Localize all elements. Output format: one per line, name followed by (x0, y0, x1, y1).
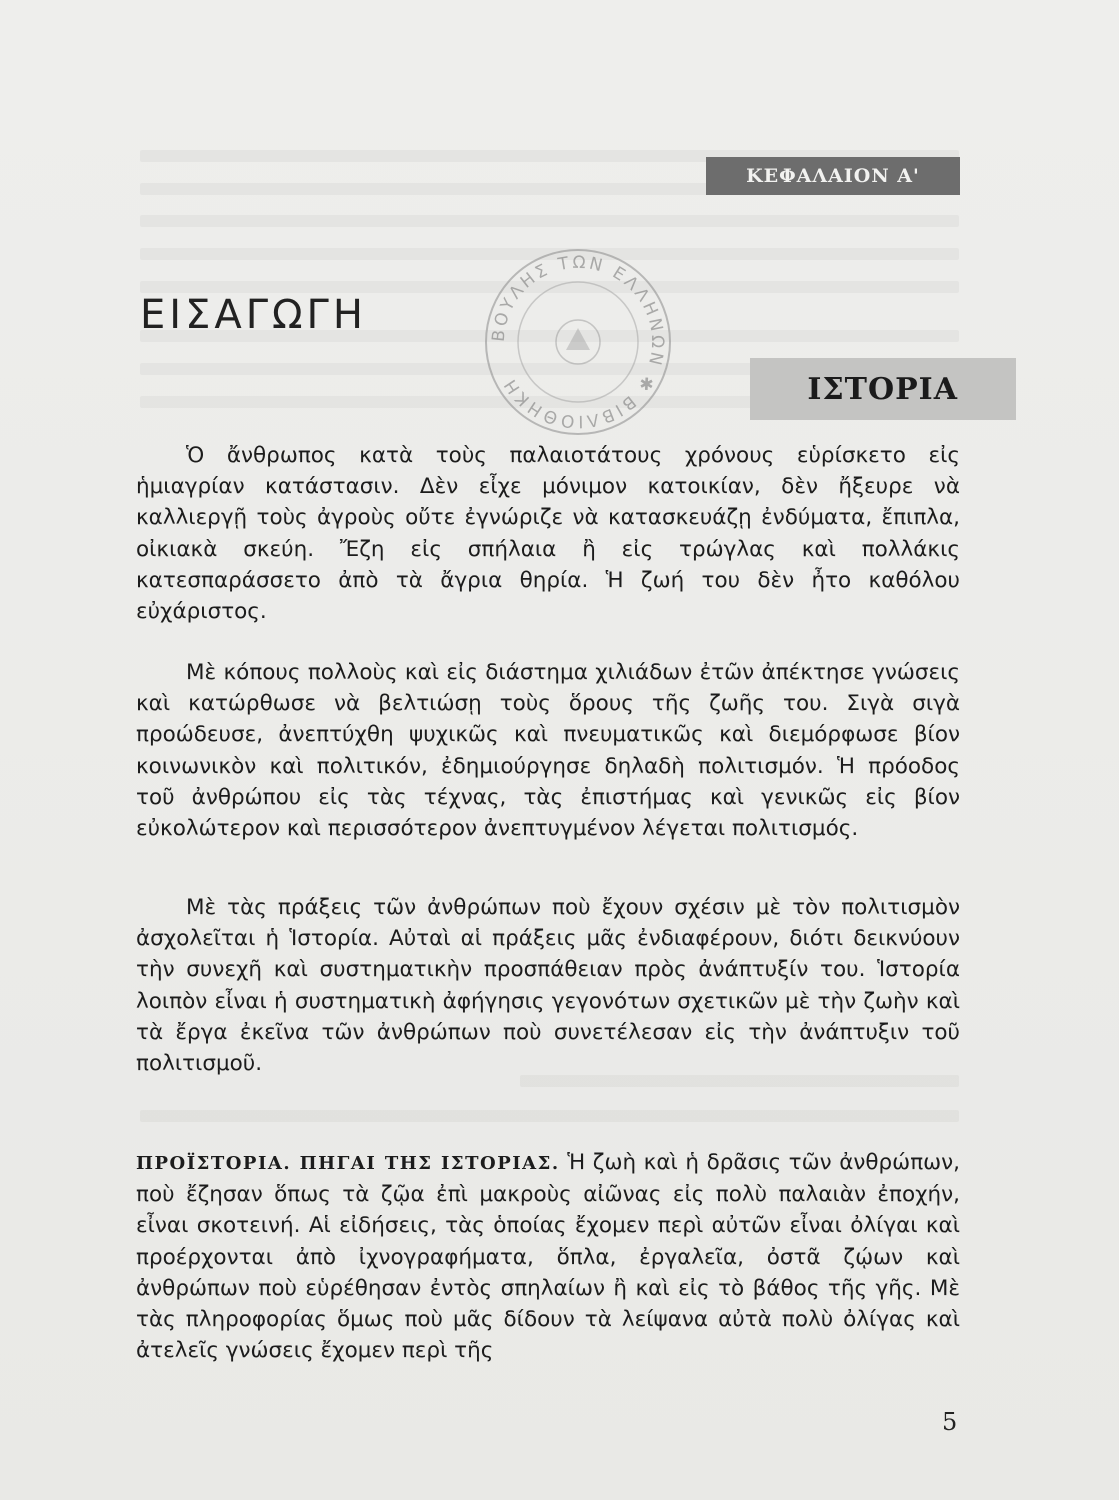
stamp-ring-text: ΒΟΥΛΗΣ ΤΩΝ ΕΛΛΗΝΩΝ ✱ ΒΙΒΛΙΟΘΗΚΗ (488, 252, 668, 432)
paragraph-4 (136, 1147, 960, 1366)
section-heading: ΙΣΤΟΡΙΑ (750, 358, 1016, 420)
bleed-through-line (140, 215, 959, 227)
page-number: 5 (942, 1408, 958, 1436)
bleed-through-line (140, 1110, 959, 1122)
chapter-label: ΚΕΦΑΛΑΙΟΝ Α' (706, 157, 960, 195)
paragraph-3: Μὲ τὰς πράξεις τῶν ἀνθρώπων ποὺ ἔχουν σχέσιν μὲ τὸν πολιτισμὸν ἀσχολεῖται ἡ Ἱστορία. Αὐταὶ αἱ πράξεις μᾶς ἐνδιαφέρουν, διότι δεικνύουν τὴν συνεχῆ καὶ συστηματικὴν προσπάθειαν πρὸς ἀνάπτυξίν του. Ἱστορία λοιπὸν εἶναι ἡ συστηματικὴ ἀφήγησις γεγονότων σχετικῶν μὲ τὴν ζωὴν καὶ τὰ ἔργα ἐκεῖνα τῶν ἀνθρώπων ποὺ συνετέλεσαν εἰς τὴν ἀνάπτυξιν τοῦ πολιτισμοῦ. (136, 895, 960, 1077)
paragraph-2: Μὲ κόπους πολλοὺς καὶ εἰς διάστημα χιλιάδων ἐτῶν ἀπέκτησε γνώσεις καὶ κατώρθωσε νὰ βελτιώσῃ τοὺς ὅρους τῆς ζωῆς του. Σιγὰ σιγὰ προώδευσε, ἀνεπτύχθη ψυχικῶς καὶ πνευματικῶς καὶ διεμόρφωσε βίον κοινωνικὸν καὶ πολιτικόν, ἐδημιούργησε δηλαδὴ πολιτισμόν. Ἡ πρόοδος τοῦ ἀνθρώπου εἰς τὰς τέχνας, τὰς ἐπιστήμας καὶ γενικῶς εἰς βίον εὐκολώτερον καὶ περισσότερον ἀνεπτυγμένον λέγεται πολιτισμός. (136, 660, 960, 842)
library-stamp (478, 242, 678, 442)
run-in-heading: ΠΡΟΪΣΤΟΡΙΑ. ΠΗΓΑΙ ΤΗΣ ΙΣΤΟΡΙΑΣ. (136, 1153, 560, 1174)
stamp-emblem-icon (556, 320, 600, 364)
intro-title: ΕΙΣΑΓΩΓΗ (140, 292, 367, 338)
paragraph-1: Ὁ ἄνθρωπος κατὰ τοὺς παλαιοτάτους χρόνους εὑρίσκετο εἰς ἡμιαγρίαν κατάστασιν. Δὲν εἶχε μόνιμον κατοικίαν, δὲν ἤξευρε νὰ καλλιεργῇ τοὺς ἀγροὺς οὔτε ἐγνώριζε νὰ κατασκευάζῃ ἐνδύματα, ἔπιπλα, οἰκιακὰ σκεύη. Ἔζη εἰς σπήλαια ἢ εἰς τρώγλας καὶ πολλάκις κατεσπαράσσετο ἀπὸ τὰ ἄγρια θηρία. Ἡ ζωή του δὲν ἦτο καθόλου εὐχάριστος. (136, 443, 960, 625)
paragraph-4-text: Ἡ ζωὴ καὶ ἡ δρᾶσις τῶν ἀνθρώπων, ποὺ ἔζησαν ὅπως τὰ ζῷα ἐπὶ μακροὺς αἰῶνας εἰς πολὺ παλαιὰν ἐποχήν, εἶναι σκοτεινή. Αἱ εἰδήσεις, τὰς ὁποίας ἔχομεν περὶ αὐτῶν εἶναι ὀλίγαι καὶ προέρχονται ἀπὸ ἰχνογραφήματα, ὅπλα, ἐργαλεῖα, ὀστᾶ ζῴων καὶ ἀνθρώπων ποὺ εὑρέθησαν ἐντὸς σπηλαίων ἢ καὶ εἰς τὸ βάθος τῆς γῆς. Μὲ τὰς πληροφορίας ὅμως ποὺ μᾶς δίδουν τὰ λείψανα αὐτὰ πολὺ ὀλίγας καὶ ἀτελεῖς γνώσεις ἔχομεν περὶ τῆς (136, 1150, 960, 1364)
